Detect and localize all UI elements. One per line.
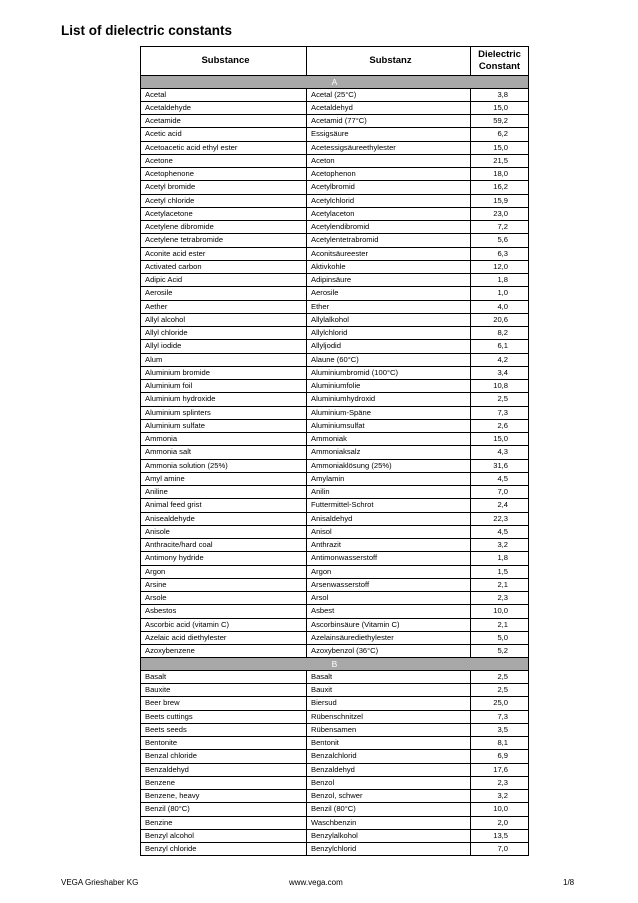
cell-substanz: Acetaldehyd: [307, 102, 471, 114]
cell-substanz: Allylalkohol: [307, 314, 471, 326]
cell-substanz: Acetophenon: [307, 168, 471, 180]
cell-constant: 2,5: [497, 685, 508, 694]
table-row: [140, 432, 529, 445]
table-row: [140, 141, 529, 154]
cell-substanz: Ammoniaksalz: [307, 446, 471, 458]
cell-constant: 4,5: [497, 526, 508, 536]
cell-substanz: Arsol: [307, 592, 471, 604]
cell-substanz: Azoxybenzol (36°C): [307, 645, 471, 657]
table-row: [140, 829, 529, 842]
cell-substance: Azelaic acid diethylester: [141, 632, 307, 644]
table-row: [140, 194, 529, 207]
cell-substanz: Antimonwasserstoff: [307, 552, 471, 564]
cell-substance: Acetylene tetrabromide: [141, 234, 307, 246]
cell-substance: Bentonite: [141, 737, 307, 749]
cell-substance: Aluminium splinters: [141, 407, 307, 419]
header-substance: Substance: [141, 47, 307, 75]
cell-substanz: Futtermittel-Schrot: [307, 499, 471, 511]
table-row: [140, 88, 529, 101]
header-constant: [471, 47, 528, 75]
cell-constant: 5,0: [497, 632, 508, 642]
cell-constant: 2,3: [497, 777, 508, 787]
cell-substance: Benzene: [141, 777, 307, 789]
table-row: [140, 776, 529, 789]
cell-substance: Aluminium foil: [141, 380, 307, 392]
cell-substance: Acetamide: [141, 115, 307, 127]
cell-constant: 7,0: [497, 844, 508, 853]
table-row: [140, 565, 529, 578]
cell-constant: 22,3: [493, 513, 508, 523]
cell-constant: 7,0: [497, 487, 508, 496]
cell-substance: Aether: [141, 301, 307, 313]
footer-page-number: 1/8: [563, 878, 575, 887]
table-row: [140, 538, 529, 551]
dielectric-table: [140, 46, 529, 856]
cell-substance: Antimony hydride: [141, 552, 307, 564]
cell-substance: Acetoacetic acid ethyl ester: [141, 142, 307, 154]
cell-constant: 6,2: [497, 129, 508, 139]
table-row: [140, 445, 529, 458]
cell-constant: 2,6: [497, 420, 508, 430]
cell-substance: Amyl amine: [141, 473, 307, 485]
cell-substanz: Anthrazit: [307, 539, 471, 551]
cell-constant: 23,0: [493, 208, 508, 218]
cell-substance: Argon: [141, 566, 307, 578]
table-row: [140, 247, 529, 260]
cell-substance: Benzaldehyd: [141, 764, 307, 776]
cell-constant: 13,5: [493, 830, 508, 840]
table-row: [140, 472, 529, 485]
cell-substanz: Aluminiumfolie: [307, 380, 471, 392]
cell-constant: 1,5: [497, 566, 508, 576]
cell-substance: Aniline: [141, 486, 307, 498]
cell-substance: Anthracite/hard coal: [141, 539, 307, 551]
table-row: [140, 220, 529, 233]
cell-substanz: Benzaldehyd: [307, 764, 471, 776]
cell-constant: 2,4: [497, 500, 508, 510]
cell-substanz: Aerosile: [307, 287, 471, 299]
cell-substance: Arsine: [141, 579, 307, 591]
cell-substance: Allyl iodide: [141, 340, 307, 352]
cell-substanz: Benzalchlorid: [307, 750, 471, 762]
page-title: List of dielectric constants: [61, 23, 233, 38]
table-row: [140, 816, 529, 829]
header-constant-line2: Constant: [478, 61, 521, 72]
section-header-b: B: [140, 657, 529, 670]
table-row: [140, 591, 529, 604]
cell-constant: 3,5: [497, 724, 508, 734]
cell-substanz: Essigsäure: [307, 128, 471, 140]
table-row: [140, 485, 529, 498]
cell-substanz: Acetylchlorid: [307, 195, 471, 207]
cell-constant: 2,3: [497, 593, 508, 602]
cell-substance: Benzyl alcohol: [141, 830, 307, 842]
table-header: [140, 46, 529, 75]
cell-constant: 6,3: [497, 248, 508, 258]
cell-constant: 59,2: [493, 116, 508, 125]
table-row: [140, 286, 529, 299]
table-row: [140, 353, 529, 366]
cell-substance: Activated carbon: [141, 261, 307, 273]
table-row: [140, 789, 529, 802]
cell-substanz: Aluminium-Späne: [307, 407, 471, 419]
cell-substance: Benzine: [141, 817, 307, 829]
cell-constant: 12,0: [493, 261, 508, 271]
cell-substance: Aluminium bromide: [141, 367, 307, 379]
cell-constant: 25,0: [493, 698, 508, 708]
cell-substanz: Waschbenzin: [307, 817, 471, 829]
cell-substanz: Ascorbinsäure (Vitamin C): [307, 619, 471, 631]
cell-substanz: Argon: [307, 566, 471, 578]
table-row: [140, 326, 529, 339]
cell-constant: 2,1: [497, 619, 508, 629]
cell-substance: Azoxybenzene: [141, 645, 307, 657]
cell-substance: Arsole: [141, 592, 307, 604]
cell-constant: 3,4: [497, 367, 508, 377]
cell-substanz: Ammoniaklösung (25%): [307, 460, 471, 472]
cell-constant: 15,9: [493, 195, 508, 205]
cell-substanz: Acetylbromid: [307, 181, 471, 193]
cell-substance: Acetal: [141, 89, 307, 101]
cell-substance: Acetyl chloride: [141, 195, 307, 207]
cell-substance: Benzil (80°C): [141, 803, 307, 815]
cell-substance: Ammonia solution (25%): [141, 460, 307, 472]
table-row: [140, 498, 529, 511]
table-row: [140, 723, 529, 736]
cell-constant: 21,5: [493, 155, 508, 165]
table-row: [140, 260, 529, 273]
cell-constant: 17,6: [493, 764, 508, 774]
cell-substance: Alum: [141, 354, 307, 366]
cell-constant: 4,0: [497, 301, 508, 311]
table-body: [140, 75, 529, 855]
cell-constant: 1,8: [497, 553, 508, 563]
table-row: [140, 313, 529, 326]
cell-constant: 16,2: [493, 182, 508, 192]
cell-substanz: Ammoniak: [307, 433, 471, 445]
cell-substance: Benzene, heavy: [141, 790, 307, 802]
table-row: [140, 127, 529, 140]
cell-substanz: Benzylchlorid: [307, 843, 471, 855]
cell-constant: 3,8: [497, 89, 508, 99]
cell-substanz: Basalt: [307, 671, 471, 683]
cell-constant: 31,6: [493, 460, 508, 470]
cell-substance: Acetyl bromide: [141, 181, 307, 193]
table-row: [140, 366, 529, 379]
cell-constant: 7,3: [497, 711, 508, 721]
cell-constant: 4,2: [497, 354, 508, 364]
cell-substance: Bauxite: [141, 684, 307, 696]
cell-constant: 2,1: [497, 579, 508, 589]
cell-substanz: Arsenwasserstoff: [307, 579, 471, 591]
cell-constant: 15,0: [493, 142, 508, 152]
cell-constant: 10,0: [493, 606, 508, 616]
cell-constant: 6,1: [497, 341, 508, 351]
cell-substanz: Bentonit: [307, 737, 471, 749]
cell-substance: Acetylacetone: [141, 208, 307, 220]
cell-substanz: Aluminiumhydroxid: [307, 393, 471, 405]
cell-substanz: Aceton: [307, 155, 471, 167]
table-row: [140, 749, 529, 762]
cell-constant: 1,8: [497, 275, 508, 284]
cell-substanz: Acetamid (77°C): [307, 115, 471, 127]
cell-constant: 2,5: [497, 671, 508, 681]
cell-substance: Ammonia: [141, 433, 307, 445]
table-row: [140, 114, 529, 127]
cell-constant: 15,0: [493, 434, 508, 443]
table-row: [140, 842, 529, 855]
cell-substanz: Azelainsäurediethylester: [307, 632, 471, 644]
cell-substanz: Bauxit: [307, 684, 471, 696]
cell-substanz: Biersud: [307, 697, 471, 709]
table-row: [140, 406, 529, 419]
cell-constant: 1,0: [497, 288, 508, 298]
cell-substance: Aconite acid ester: [141, 248, 307, 260]
cell-substance: Anisole: [141, 526, 307, 538]
table-row: [140, 273, 529, 286]
cell-constant: 4,5: [497, 473, 508, 483]
table-row: [140, 154, 529, 167]
cell-substance: Adipic Acid: [141, 274, 307, 286]
cell-substanz: Rübensamen: [307, 724, 471, 736]
cell-substanz: Aluminiumbromid (100°C): [307, 367, 471, 379]
cell-substanz: Acetylentetrabromid: [307, 234, 471, 246]
cell-constant: 2,0: [497, 817, 508, 827]
table-row: [140, 802, 529, 815]
cell-substanz: Acetal (25°C): [307, 89, 471, 101]
table-row: [140, 631, 529, 644]
cell-constant: 3,2: [497, 791, 508, 800]
cell-substance: Benzyl chloride: [141, 843, 307, 855]
cell-substance: Acetophenone: [141, 168, 307, 180]
cell-substance: Acetone: [141, 155, 307, 167]
cell-constant: 8,1: [497, 738, 508, 747]
table-row: [140, 101, 529, 114]
table-row: [140, 392, 529, 405]
table-row: [140, 339, 529, 352]
cell-constant: 7,3: [497, 407, 508, 417]
cell-substance: Aluminium sulfate: [141, 420, 307, 432]
cell-constant: 10,0: [493, 804, 508, 814]
cell-constant: 3,2: [497, 540, 508, 549]
cell-substanz: Allyljodid: [307, 340, 471, 352]
cell-substanz: Acetylaceton: [307, 208, 471, 220]
table-bottom-border: [140, 855, 529, 856]
cell-substance: Benzal chloride: [141, 750, 307, 762]
table-row: [140, 459, 529, 472]
cell-substanz: Aluminiumsulfat: [307, 420, 471, 432]
cell-substanz: Amylamin: [307, 473, 471, 485]
table-row: [140, 683, 529, 696]
cell-substanz: Benzol: [307, 777, 471, 789]
cell-substance: Aluminium hydroxide: [141, 393, 307, 405]
table-row: [140, 512, 529, 525]
table-row: [140, 300, 529, 313]
cell-substanz: Aconitsäureester: [307, 248, 471, 260]
cell-substance: Asbestos: [141, 605, 307, 617]
cell-substanz: Benzol, schwer: [307, 790, 471, 802]
cell-substance: Acetylene dibromide: [141, 221, 307, 233]
cell-constant: 18,0: [493, 169, 508, 178]
cell-constant: 20,6: [493, 314, 508, 324]
cell-substanz: Anilin: [307, 486, 471, 498]
table-row: [140, 644, 529, 657]
table-row: [140, 419, 529, 432]
cell-constant: 6,9: [497, 751, 508, 761]
cell-substance: Animal feed grist: [141, 499, 307, 511]
footer-company: VEGA Grieshaber KG: [61, 878, 139, 887]
cell-substanz: Alaune (60°C): [307, 354, 471, 366]
cell-substanz: Benzil (80°C): [307, 803, 471, 815]
cell-substanz: Allylchlorid: [307, 327, 471, 339]
footer-website: www.vega.com: [289, 878, 343, 887]
section-header-a: A: [140, 75, 529, 88]
cell-substance: Anisealdehyde: [141, 513, 307, 525]
cell-substance: Ascorbic acid (vitamin C): [141, 619, 307, 631]
table-row: [140, 180, 529, 193]
cell-substance: Beer brew: [141, 697, 307, 709]
cell-substance: Allyl alcohol: [141, 314, 307, 326]
table-row: [140, 736, 529, 749]
cell-substanz: Aktivkohle: [307, 261, 471, 273]
cell-substanz: Anisol: [307, 526, 471, 538]
table-row: [140, 618, 529, 631]
table-row: [140, 763, 529, 776]
cell-substance: Basalt: [141, 671, 307, 683]
cell-constant: 15,0: [493, 102, 508, 112]
cell-constant: 7,2: [497, 222, 508, 231]
cell-substance: Beets cuttings: [141, 711, 307, 723]
table-row: [140, 233, 529, 246]
table-row: [140, 604, 529, 617]
cell-substance: Beets seeds: [141, 724, 307, 736]
table-row: [140, 696, 529, 709]
table-row: [140, 710, 529, 723]
cell-constant: 10,8: [493, 381, 508, 390]
cell-substanz: Rübenschnitzel: [307, 711, 471, 723]
table-row: [140, 551, 529, 564]
cell-substanz: Acetylendibromid: [307, 221, 471, 233]
cell-constant: 5,6: [497, 235, 508, 245]
table-row: [140, 670, 529, 683]
table-row: [140, 379, 529, 392]
cell-substance: Acetic acid: [141, 128, 307, 140]
cell-substance: Ammonia salt: [141, 446, 307, 458]
cell-substanz: Acetessigsäureethylester: [307, 142, 471, 154]
cell-substanz: Adipinsäure: [307, 274, 471, 286]
cell-substanz: Asbest: [307, 605, 471, 617]
table-row: [140, 207, 529, 220]
cell-substance: Aerosile: [141, 287, 307, 299]
cell-constant: 8,2: [497, 328, 508, 337]
cell-substanz: Anisaldehyd: [307, 513, 471, 525]
cell-substance: Acetaldehyde: [141, 102, 307, 114]
table-row: [140, 167, 529, 180]
table-row: [140, 525, 529, 538]
table-row: [140, 578, 529, 591]
header-substanz: Substanz: [307, 47, 471, 75]
cell-constant: 4,3: [497, 447, 508, 457]
cell-substance: Allyl chloride: [141, 327, 307, 339]
cell-constant: 2,5: [497, 394, 508, 404]
cell-constant: 5,2: [497, 646, 508, 655]
cell-substanz: Benzylalkohol: [307, 830, 471, 842]
header-constant-line1: Dielectric: [478, 49, 521, 60]
cell-substanz: Ether: [307, 301, 471, 313]
